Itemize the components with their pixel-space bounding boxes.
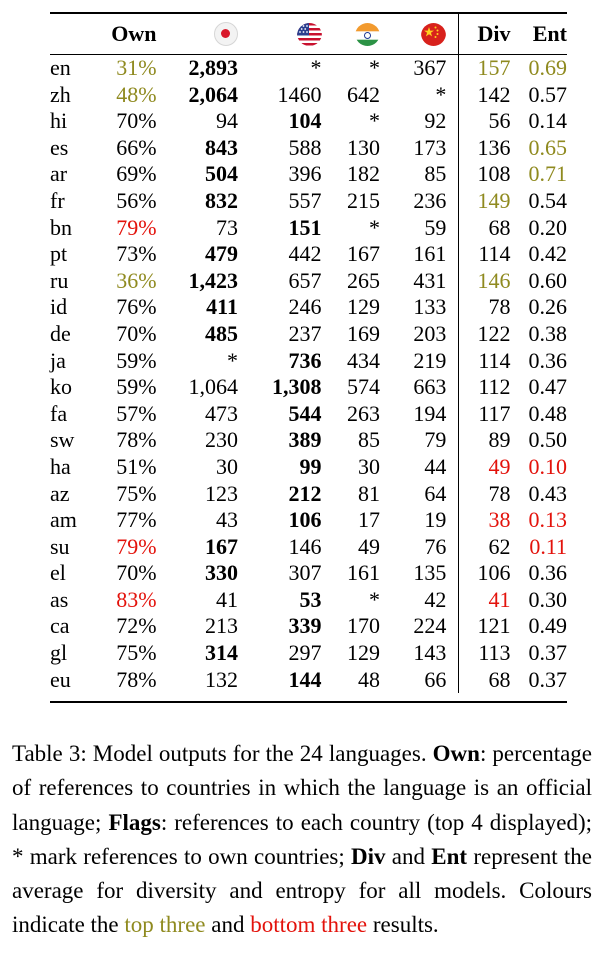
- cell-china: 431: [380, 268, 459, 295]
- cell-japan: 132: [204, 666, 238, 692]
- table-row: [50, 587, 567, 614]
- cell-language: id: [50, 294, 68, 320]
- cell-usa: 212: [288, 480, 322, 506]
- cell-usa: 307: [288, 560, 322, 586]
- cell-own: 48%: [116, 81, 157, 107]
- cell-own: 36%: [116, 267, 157, 293]
- cell-japan: 843: [204, 134, 238, 160]
- cell-own: 76%: [116, 294, 157, 320]
- cell-india: 30: [358, 453, 380, 479]
- cell-ent: 0.36: [528, 347, 567, 373]
- cell-china: 76: [380, 534, 459, 561]
- cell-japan: 473: [204, 400, 238, 426]
- cell-language: el: [50, 560, 66, 586]
- header-flag-japan: [157, 14, 238, 54]
- cell-div: 62: [488, 533, 511, 559]
- table-row: [50, 613, 567, 640]
- cell-language: as: [50, 586, 69, 612]
- cell-ent: 0.48: [528, 400, 567, 426]
- cell-div: 121: [477, 613, 511, 639]
- cell-div: 146: [477, 267, 511, 293]
- cell-japan: 411: [206, 294, 238, 320]
- cell-own: 77%: [116, 507, 157, 533]
- cell-own: 73%: [116, 241, 157, 267]
- cell-india: 48: [358, 666, 380, 692]
- cell-india: 129: [347, 640, 380, 666]
- table-row: [50, 268, 567, 295]
- cell-own: 75%: [116, 480, 157, 506]
- cell-div: 68: [488, 666, 511, 692]
- header-flag-usa: [238, 14, 322, 54]
- cell-ent: 0.38: [528, 320, 567, 346]
- table-row: [50, 427, 567, 454]
- cell-japan: 123: [204, 480, 238, 506]
- table-row: [50, 640, 567, 667]
- cell-div: 117: [478, 400, 511, 426]
- cell-own: 78%: [116, 666, 157, 692]
- cell-china: 203: [380, 321, 459, 348]
- caption-flags-term: Flags: [108, 809, 161, 835]
- india-flag-icon: [355, 21, 380, 46]
- cell-japan: 330: [204, 560, 238, 586]
- table-row: [50, 161, 567, 188]
- cell-ent: 0.36: [528, 560, 567, 586]
- cell-japan: *: [226, 347, 238, 373]
- cell-usa: 144: [288, 666, 322, 692]
- cell-china: 59: [380, 215, 459, 242]
- cell-ent: 0.43: [528, 480, 567, 506]
- table-row: [50, 560, 567, 587]
- caption-intro: Model outputs for the 24 languages.: [86, 741, 433, 766]
- caption-label: Table 3:: [12, 741, 87, 766]
- cell-language: fa: [50, 400, 68, 426]
- cell-japan: 41: [215, 586, 238, 612]
- cell-usa: 339: [288, 613, 322, 639]
- cell-japan: 2,893: [188, 55, 238, 80]
- usa-flag-icon: [297, 21, 322, 46]
- table-caption: [12, 737, 592, 943]
- table-row: [50, 454, 567, 481]
- cell-usa: 106: [288, 507, 322, 533]
- cell-ent: 0.71: [528, 161, 567, 187]
- cell-language: ja: [50, 347, 66, 373]
- cell-japan: 1,423: [188, 267, 238, 293]
- table-row: [50, 135, 567, 162]
- cell-usa: 588: [288, 134, 322, 160]
- cell-china: 143: [380, 640, 459, 667]
- cell-japan: 213: [204, 613, 238, 639]
- cell-india: 167: [347, 241, 380, 267]
- cell-japan: 1,064: [188, 374, 238, 400]
- table-row: [50, 108, 567, 135]
- cell-usa: 657: [288, 267, 322, 293]
- cell-china: 224: [380, 613, 459, 640]
- header-own: Own: [111, 21, 157, 46]
- caption-bottom-three: bottom three: [250, 912, 368, 938]
- cell-own: 72%: [116, 613, 157, 639]
- table-row: [50, 348, 567, 375]
- table-row: [50, 401, 567, 428]
- cell-ent: 0.50: [528, 427, 567, 453]
- cell-japan: 230: [204, 427, 238, 453]
- cell-usa: 104: [288, 108, 322, 134]
- cell-china: 79: [380, 427, 459, 454]
- cell-language: sw: [50, 427, 75, 453]
- cell-language: fr: [50, 187, 65, 213]
- cell-ent: 0.60: [528, 267, 567, 293]
- cell-own: 75%: [116, 640, 157, 666]
- cell-ent: 0.14: [528, 108, 567, 134]
- japan-flag-icon: [214, 22, 238, 46]
- cell-ent: 0.69: [528, 55, 567, 80]
- cell-japan: 314: [204, 640, 238, 666]
- cell-usa: 736: [288, 347, 322, 373]
- cell-usa: 246: [288, 294, 322, 320]
- cell-usa: 237: [288, 320, 322, 346]
- cell-china: 194: [380, 401, 459, 428]
- cell-india: 642: [347, 81, 380, 107]
- header-flag-china: [380, 14, 459, 54]
- cell-india: 263: [347, 400, 380, 426]
- cell-own: 51%: [116, 453, 157, 479]
- cell-india: 182: [347, 161, 380, 187]
- cell-china: 66: [380, 667, 459, 694]
- cell-language: pt: [50, 241, 68, 267]
- cell-ent: 0.26: [528, 294, 567, 320]
- cell-ent: 0.65: [528, 134, 567, 160]
- cell-china: 42: [380, 587, 459, 614]
- cell-india: 17: [358, 507, 380, 533]
- cell-ent: 0.54: [528, 187, 567, 213]
- table-row: [50, 481, 567, 508]
- cell-usa: *: [310, 55, 322, 80]
- cell-china: 135: [380, 560, 459, 587]
- cell-usa: 99: [299, 453, 322, 479]
- cell-own: 56%: [116, 187, 157, 213]
- caption-end-text: results.: [367, 912, 439, 938]
- table-header-row: [50, 14, 567, 54]
- cell-own: 66%: [116, 134, 157, 160]
- cell-ent: 0.37: [528, 640, 567, 666]
- cell-language: eu: [50, 666, 71, 692]
- cell-language: es: [50, 134, 69, 160]
- caption-and2-text: and: [205, 912, 251, 938]
- header-flag-india: [322, 14, 380, 54]
- cell-ent: 0.47: [528, 374, 567, 400]
- cell-japan: 485: [204, 320, 238, 346]
- cell-own: 57%: [116, 400, 157, 426]
- cell-div: 149: [477, 187, 511, 213]
- cell-own: 83%: [116, 586, 157, 612]
- table-body: [50, 55, 567, 693]
- cell-own: 69%: [116, 161, 157, 187]
- caption-div-term: Div: [351, 843, 386, 869]
- cell-div: 113: [478, 640, 511, 666]
- cell-usa: 389: [288, 427, 322, 453]
- cell-japan: 167: [204, 533, 238, 559]
- cell-japan: 479: [204, 241, 238, 267]
- caption-own-text: : percentage of references to countries in which the language is an official language;: [12, 741, 593, 835]
- cell-language: az: [50, 480, 70, 506]
- cell-china: 367: [380, 55, 459, 82]
- header-div: Div: [477, 21, 511, 46]
- cell-div: 108: [477, 161, 511, 187]
- cell-ent: 0.13: [528, 507, 567, 533]
- cell-china: 64: [380, 481, 459, 508]
- cell-div: 136: [477, 134, 511, 160]
- cell-own: 31%: [116, 55, 157, 80]
- cell-div: 106: [477, 560, 511, 586]
- cell-usa: 557: [288, 187, 322, 213]
- cell-india: 161: [347, 560, 380, 586]
- cell-ent: 0.11: [529, 533, 567, 559]
- cell-usa: 544: [288, 400, 322, 426]
- cell-usa: 53: [299, 586, 322, 612]
- table-bottom-rule: [50, 701, 567, 703]
- cell-china: 161: [380, 241, 459, 268]
- table-row: [50, 321, 567, 348]
- cell-language: ru: [50, 267, 69, 293]
- cell-language: bn: [50, 214, 72, 240]
- cell-china: 173: [380, 135, 459, 162]
- cell-language: gl: [50, 640, 68, 666]
- caption-ent-term: Ent: [431, 843, 468, 869]
- cell-div: 89: [488, 427, 511, 453]
- cell-ent: 0.57: [528, 81, 567, 107]
- cell-china: 663: [380, 374, 459, 401]
- cell-china: 133: [380, 294, 459, 321]
- cell-language: am: [50, 507, 77, 533]
- cell-language: ha: [50, 453, 71, 479]
- cell-language: zh: [50, 81, 71, 107]
- cell-language: hi: [50, 108, 68, 134]
- table-row: [50, 534, 567, 561]
- caption-own-term: Own: [432, 741, 480, 766]
- cell-china: *: [380, 82, 459, 109]
- cell-own: 59%: [116, 374, 157, 400]
- cell-div: 78: [488, 480, 511, 506]
- cell-language: de: [50, 320, 71, 346]
- cell-own: 79%: [116, 214, 157, 240]
- cell-japan: 73: [215, 214, 238, 240]
- cell-ent: 0.30: [528, 586, 567, 612]
- cell-own: 59%: [116, 347, 157, 373]
- cell-japan: 832: [204, 187, 238, 213]
- cell-china: 85: [380, 161, 459, 188]
- header-ent: Ent: [532, 21, 567, 46]
- cell-india: 49: [358, 533, 380, 559]
- cell-own: 79%: [116, 533, 157, 559]
- cell-china: 44: [380, 454, 459, 481]
- cell-div: 49: [488, 453, 511, 479]
- cell-japan: 30: [215, 453, 238, 479]
- cell-china: 19: [380, 507, 459, 534]
- cell-usa: 297: [288, 640, 322, 666]
- table-row: [50, 294, 567, 321]
- caption-rest-text: represent the average for diversity and entropy for all models. Colours indicate the: [12, 843, 592, 938]
- cell-usa: 396: [288, 161, 322, 187]
- cell-india: 434: [347, 347, 380, 373]
- china-flag-icon: [421, 21, 446, 46]
- cell-language: ko: [50, 374, 72, 400]
- cell-india: 574: [347, 374, 380, 400]
- cell-china: 219: [380, 348, 459, 375]
- header-language: [50, 14, 102, 54]
- cell-div: 41: [488, 586, 511, 612]
- cell-usa: 442: [288, 241, 322, 267]
- caption-flags-text: : references to each country (top 4 displayed); * mark references to own countries;: [12, 809, 592, 869]
- cell-india: *: [369, 55, 380, 80]
- cell-div: 68: [488, 214, 511, 240]
- cell-india: 215: [347, 187, 380, 213]
- table-row: [50, 374, 567, 401]
- cell-india: 85: [358, 427, 380, 453]
- results-table-container: [50, 12, 567, 703]
- cell-usa: 1,308: [272, 374, 322, 400]
- cell-language: en: [50, 55, 71, 80]
- cell-div: 142: [477, 81, 511, 107]
- cell-own: 78%: [116, 427, 157, 453]
- cell-india: *: [369, 586, 380, 612]
- cell-ent: 0.37: [528, 666, 567, 692]
- cell-usa: 151: [288, 214, 322, 240]
- cell-japan: 504: [204, 161, 238, 187]
- cell-div: 114: [478, 241, 511, 267]
- cell-usa: 1460: [277, 81, 322, 107]
- cell-ent: 0.10: [528, 453, 567, 479]
- cell-ent: 0.49: [528, 613, 567, 639]
- cell-india: *: [369, 108, 380, 134]
- cell-div: 38: [488, 507, 511, 533]
- caption-and-text: and: [385, 843, 432, 869]
- cell-india: 129: [347, 294, 380, 320]
- cell-china: 92: [380, 108, 459, 135]
- results-table: [50, 14, 567, 693]
- cell-own: 70%: [116, 320, 157, 346]
- cell-div: 56: [488, 108, 511, 134]
- cell-own: 70%: [116, 560, 157, 586]
- table-row: [50, 55, 567, 82]
- table-row: [50, 507, 567, 534]
- table-row: [50, 667, 567, 694]
- caption-top-three: top three: [124, 912, 206, 938]
- cell-india: 130: [347, 134, 380, 160]
- cell-india: 81: [358, 480, 380, 506]
- cell-own: 70%: [116, 108, 157, 134]
- cell-japan: 2,064: [188, 81, 238, 107]
- cell-language: ar: [50, 161, 68, 187]
- cell-india: 265: [347, 267, 380, 293]
- cell-india: 170: [347, 613, 380, 639]
- cell-ent: 0.20: [528, 214, 567, 240]
- cell-div: 78: [488, 294, 511, 320]
- cell-div: 112: [478, 374, 511, 400]
- cell-india: *: [369, 214, 380, 240]
- table-row: [50, 82, 567, 109]
- cell-ent: 0.42: [528, 241, 567, 267]
- cell-japan: 94: [215, 108, 238, 134]
- cell-div: 114: [478, 347, 511, 373]
- cell-language: ca: [50, 613, 70, 639]
- table-row: [50, 188, 567, 215]
- cell-div: 157: [477, 55, 511, 80]
- table-row: [50, 241, 567, 268]
- cell-language: su: [50, 533, 70, 559]
- cell-div: 122: [477, 320, 511, 346]
- cell-china: 236: [380, 188, 459, 215]
- cell-india: 169: [347, 320, 380, 346]
- cell-japan: 43: [215, 507, 238, 533]
- table-row: [50, 215, 567, 242]
- cell-usa: 146: [288, 533, 322, 559]
